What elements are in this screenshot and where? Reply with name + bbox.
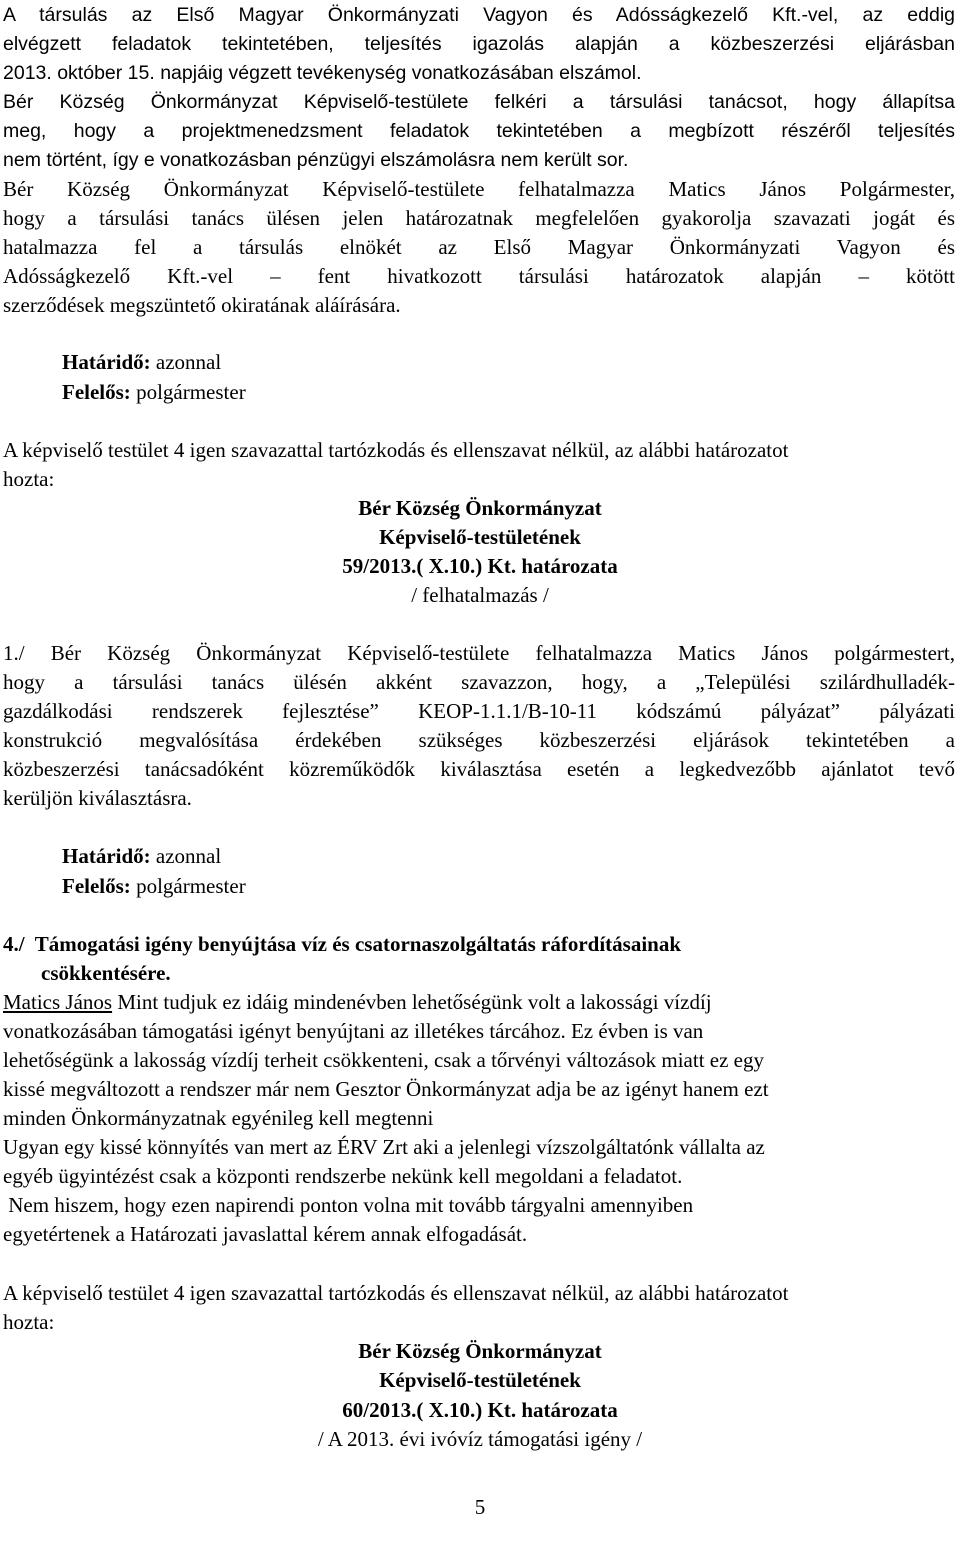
paragraph-4-line-6: kerüljön kiválasztásra. [3,786,192,810]
paragraph-4-line-1: 1./ Bér Község Önkormányzat Képviselő-testülete felhatalmazza Matics János polgármestert, [3,641,955,665]
resolution-1-body: Képviselő-testületének [379,525,581,549]
vote-1-line-2: hozta: [3,467,55,491]
responsible-label: Felelős: [62,874,131,898]
resolution-2-subtitle: / A 2013. évi ivóvíz támogatási igény / [317,1427,643,1451]
paragraph-4-line-4: konstrukció megvalósítása érdekében szükséges közbeszerzési eljárások tekintetében a [3,728,955,752]
speech-line-9: egyetértenek a Határozati javaslattal kérem annak elfogadását. [3,1222,528,1246]
deadline-2 [62,841,221,871]
paragraph-1-line-1: A társulás az Első Magyar Önkormányzati Vagyon és Adósságkezelő Kft.-vel, az eddig [3,4,955,26]
deadline-1 [62,347,221,377]
paragraph-3-line-5: szerződések megszüntető okiratának aláírására. [3,293,401,317]
speech-line-7: egyéb ügyintézést csak a központi rendszerbe nekünk kell megoldani a feladatot. [3,1164,683,1188]
speech-line-4: kissé megváltozott a rendszer már nem Gesztor Önkormányzat adja be az igényt hanem ezt [3,1077,769,1101]
paragraph-2-line-3: nem történt, így e vonatkozásban pénzügyi elszámolásra nem került sor. [3,149,629,171]
responsible-1 [62,377,246,407]
resolution-2-issuer: Bér Község Önkormányzat [358,1339,602,1363]
paragraph-3-line-3: hatalmazza fel a társulás elnökét az Első Magyar Önkormányzati Vagyon és [3,235,955,259]
speech-line-8: Nem hiszem, hogy ezen napirendi ponton volna mit tovább tárgyalni amennyiben [3,1193,694,1217]
paragraph-2-line-1: Bér Község Önkormányzat Képviselő-testülete felkéri a társulási tanácsot, hogy állapítsa [3,91,955,113]
responsible-label: Felelős: [62,380,131,404]
resolution-2-number: 60/2013.( X.10.) Kt. határozata [342,1398,618,1422]
resolution-2-body: Képviselő-testületének [379,1368,581,1392]
paragraph-4-line-5: közbeszerzési tanácsadóként közreműködők kiválasztása esetén a legkedvezőbb ajánlatot tevő [3,757,955,781]
paragraph-3-line-1: Bér Község Önkormányzat Képviselő-testülete felhatalmazza Matics János Polgármester, [3,177,955,201]
section-4-title [3,929,955,959]
deadline-value: azonnal [150,844,222,868]
vote-2-line-2: hozta: [3,1310,55,1334]
speaker-name: Matics János [3,990,113,1014]
paragraph-4-line-3: gazdálkodási rendszerek fejlesztése” KEOP-1.1.1/B-10-11 kódszámú pályázat” pályázati [3,699,955,723]
section-4-title-line-1: Támogatási igény benyújtása víz és csatornaszolgáltatás ráfordításainak [34,932,682,956]
speech-first-line-text: Mint tudjuk ez idáig mindenévben lehetőségünk volt a lakossági vízdíj [112,990,712,1014]
responsible-2 [62,871,246,901]
responsible-value: polgármester [130,874,246,898]
speech-line-6: Ugyan egy kissé könnyítés van mert az ÉRV Zrt aki a jelenlegi vízszolgáltatónk vállalta az [3,1135,765,1159]
speech-line-3: lehetőségünk a lakosság vízdíj terheit csökkenteni, csak a tőrvényi változások miatt ez egy [3,1048,765,1072]
resolution-1-issuer: Bér Község Önkormányzat [358,496,602,520]
deadline-label: Határidő: [62,350,151,374]
paragraph-1-line-3: 2013. október 15. napjáig végzett tevékenység vonatkozásában elszámol. [3,62,642,84]
section-4-number: 4./ [3,932,25,956]
deadline-value: azonnal [150,350,222,374]
resolution-1-subtitle: / felhatalmazás / [411,583,549,607]
vote-2-line-1: A képviselő testület 4 igen szavazattal tartózkodás és ellenszavat nélkül, az alábbi határozatot [3,1281,789,1305]
speech-first-line [3,987,955,1017]
paragraph-3-line-4: Adósságkezelő Kft.-vel – fent hivatkozott társulási határozatok alapján – kötött [3,264,955,288]
paragraph-3-line-2: hogy a társulási tanács ülésen jelen határozatnak megfelelően gyakorolja szavazati jogát és [3,206,955,230]
section-4-title-line-2: csökkentésére. [41,961,171,985]
paragraph-1-line-2: elvégzett feladatok tekintetében, teljesítés igazolás alapján a közbeszerzési eljárásban [3,33,955,55]
page-number: 5 [474,1495,486,1519]
paragraph-2-line-2: meg, hogy a projektmenedzsment feladatok tekintetében a megbízott részéről teljesítés [3,120,955,142]
deadline-label: Határidő: [62,844,151,868]
speech-line-5: minden Önkormányzatnak egyénileg kell megtenni [3,1106,434,1130]
responsible-value: polgármester [130,380,246,404]
resolution-1-number: 59/2013.( X.10.) Kt. határozata [342,554,618,578]
speech-line-2: vonatkozásában támogatási igényt benyújtani az illetékes tárcához. Ez évben is van [3,1019,704,1043]
paragraph-4-line-2: hogy a társulási tanács ülésén akként szavazzon, hogy, a „Települési szilárdhulladék- [3,670,955,694]
vote-1-line-1: A képviselő testület 4 igen szavazattal tartózkodás és ellenszavat nélkül, az alábbi határozatot [3,438,789,462]
